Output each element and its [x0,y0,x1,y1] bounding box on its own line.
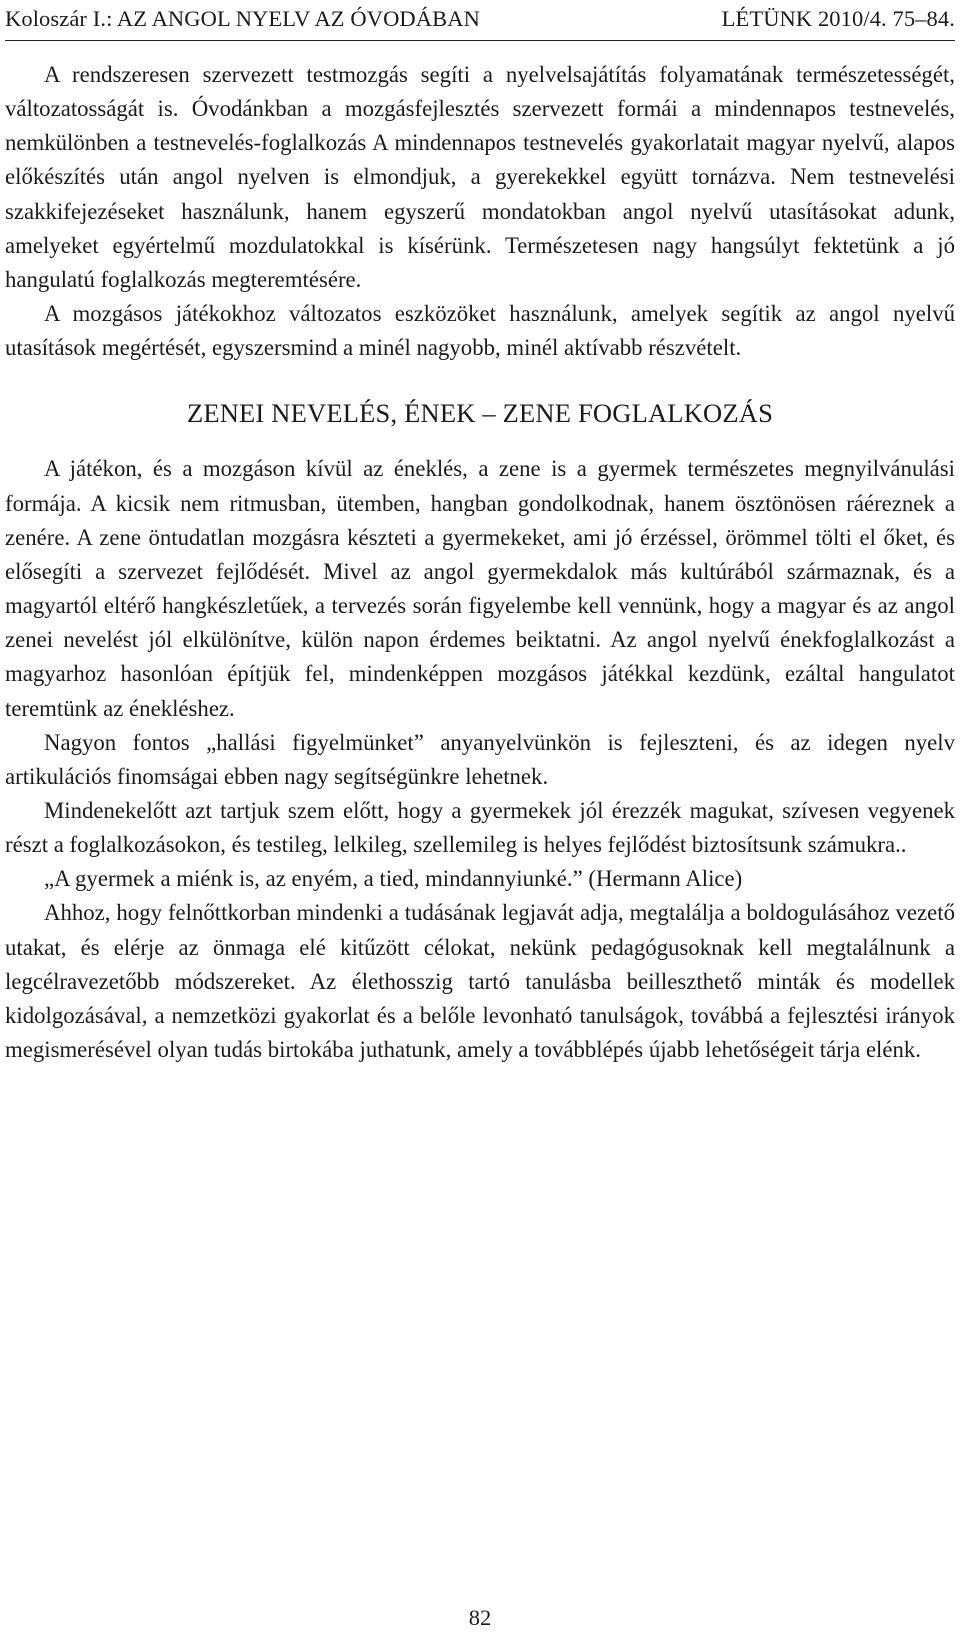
paragraph: Mindenekelőtt azt tartjuk szem előtt, hogy a gyermekek jól érezzék magukat, szívesen vegyenek részt a foglalkozásokon, és testileg, lelkileg, szellemileg is helyes fejlődést biztosítsunk számukra.. [5,797,955,858]
paragraph: A rendszeresen szervezett testmozgás segíti a nyelvelsajátítás folyamatának természetességét, változatosságát is. Óvodánkban a mozgásfejlesztés szervezett formái a mindennapos testnevelés, nemkülönben a testnevelés-foglalkozás A mindennapos testnevelés gyakorlatait magyar nyelvű, alapos előkészítés után angol nyelven is elmondjuk, a gyerekekkel együtt tornázva. Nem testnevelési szakkifejezéseket használunk, hanem egyszerű mondatokban angol nyelvű utasításokat adunk, amelyeket egyértelmű mozdulatokkal is kísérünk. Természetesen nagy hangsúlyt fektetünk a jó hangulatú foglalkozás megteremtésére. [5,62,955,292]
section-heading: ZENEI NEVELÉS, ÉNEK – ZENE FOGLALKOZÁS [186,398,774,429]
paragraph: A mozgásos játékokhoz változatos eszközöket használunk, amelyek segítik az angol nyelvű utasítások megértését, egyszersmind a minél nagyobb, minél aktívabb részvételt. [5,301,955,361]
header-author-title: Koloszár I.: AZ ANGOL NYELV AZ ÓVODÁBAN [5,6,480,31]
article-body [5,58,955,1067]
quote-paragraph: „A gyermek a miénk is, az enyém, a tied, mindannyiunké.” (Hermann Alice) [44,866,743,892]
paragraph: Nagyon fontos „hallási figyelmünket” anyanyelvünkön is fejleszteni, és az idegen nyelv artikulációs finomságai ebben nagy segítségünkre lehetnek. [5,729,955,789]
header-rule [5,40,955,41]
page-number: 82 [468,1605,492,1630]
running-header [5,4,955,40]
header-journal-citation: LÉTÜNK 2010/4. 75–84. [721,6,955,31]
paragraph: A játékon, és a mozgáson kívül az éneklés, a zene is a gyermek természetes megnyilvánulási formája. A kicsik nem ritmusban, ütemben, hangban gondolkodnak, hanem ösztönösen ráéreznek a zenére. A zene öntudatlan mozgásra készteti a gyermekeket, ami jó érzéssel, örömmel tölti el őket, és elősegíti a szervezet fejlődését. Mivel az angol gyermekdalok más kultúrából származnak, és a magyartól eltérő hangkészletűek, a tervezés során figyelembe kell vennünk, hogy a magyar és az angol zenei nevelést jól elkülönítve, külön napon érdemes beiktatni. Az angol nyelvű énekfoglalkozást a magyarhoz hasonlóan építjük fel, mindenképpen mozgásos játékkal kezdünk, ezáltal hangulatot teremtünk az énekléshez. [5,456,955,721]
paragraph: Ahhoz, hogy felnőttkorban mindenki a tudásának legjavát adja, megtalálja a boldogulásához vezető utakat, és elérje az önmaga elé kitűzött célokat, nekünk pedagógusoknak kell megtalálnunk a legcélravezetőbb módszereket. Az élethosszig tartó tanulásba beilleszthető minták és modellek kidolgozásával, a nemzetközi gyakorlat és a belőle levonható tanulságok, továbbá a fejlesztési irányok megismerésével olyan tudás birtokába juthatunk, amely a továbblépés újabb lehetőségeit tárja elénk. [5,900,955,1063]
